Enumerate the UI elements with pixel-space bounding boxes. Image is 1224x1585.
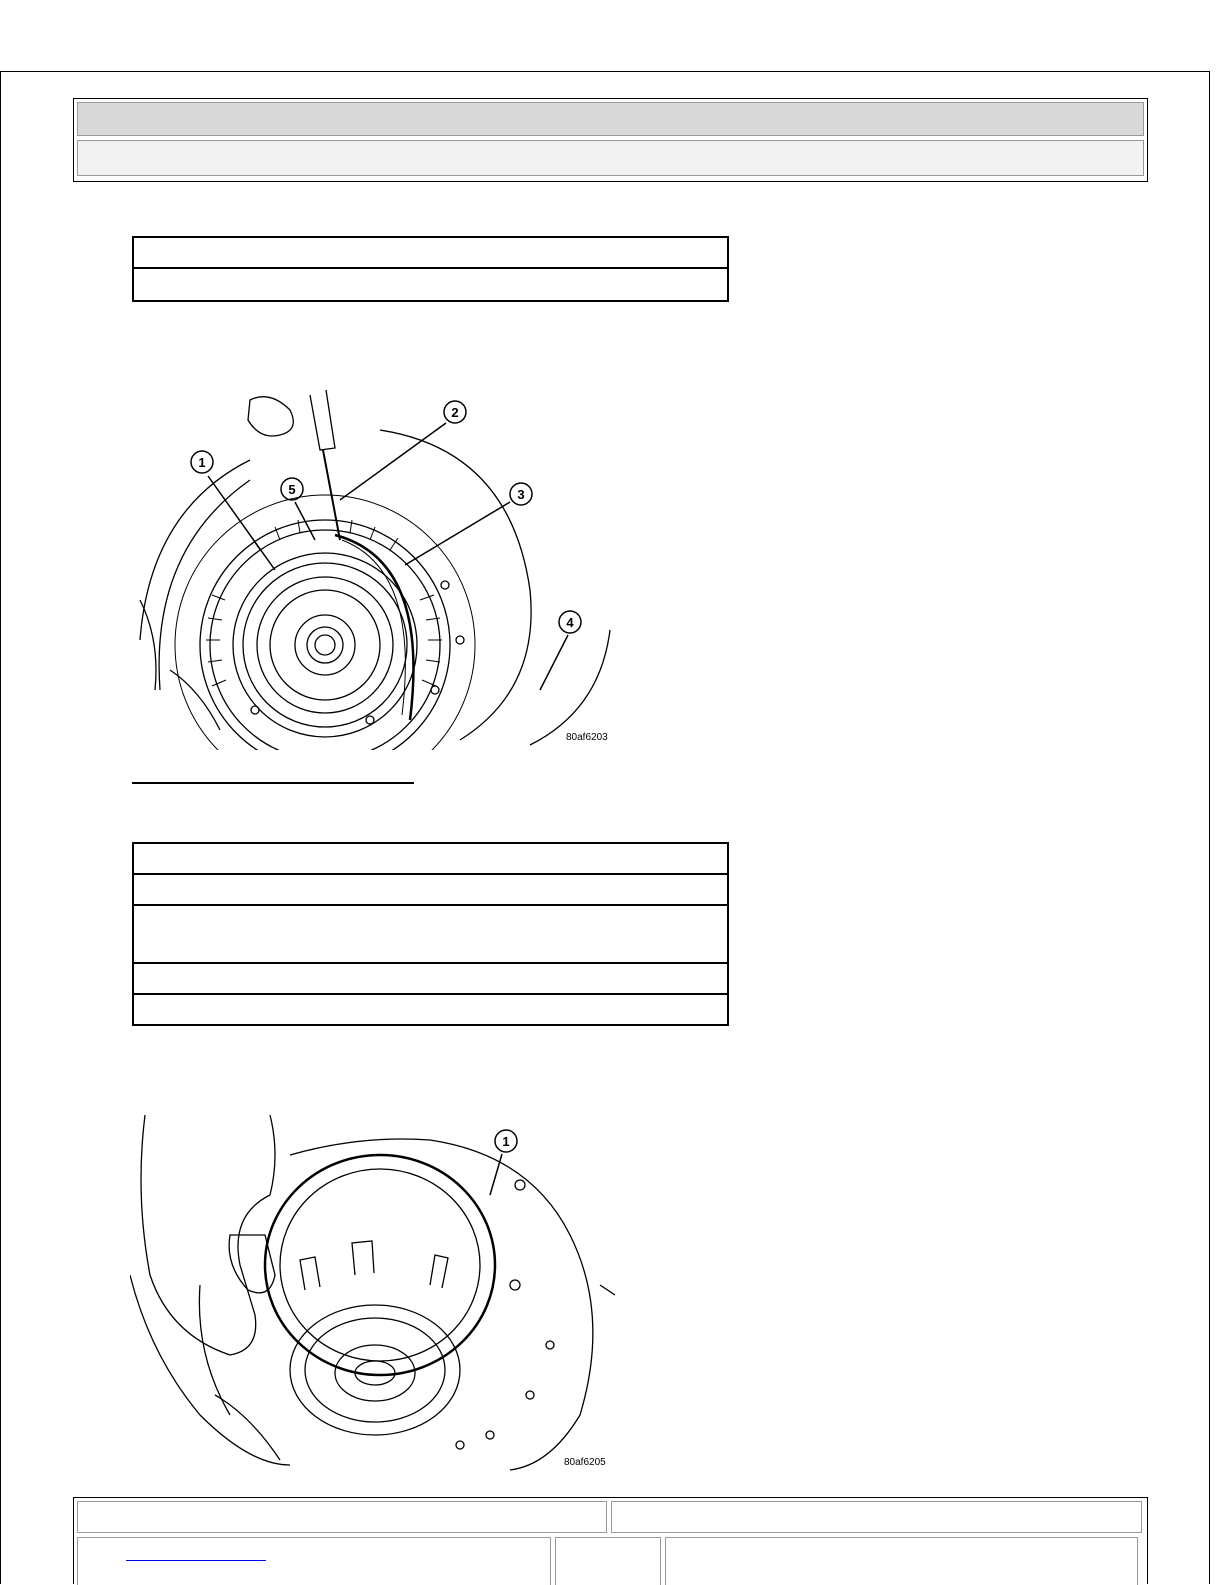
procedure-table-1 [132,236,729,302]
footer-link[interactable] [126,1558,266,1561]
header-subtitle-band [77,140,1144,176]
callout-3: 3 [517,487,525,502]
footer-cell [555,1537,661,1585]
callout-1: 1 [198,455,206,470]
footer-cell [77,1537,551,1585]
callout-2: 2 [451,405,459,420]
table-row [134,906,727,964]
footer-cell [665,1537,1138,1585]
callout-4: 4 [566,615,574,630]
figure-2-illustration [130,1115,620,1475]
table-row [134,269,727,300]
page-header [73,98,1148,182]
callout-1: 1 [502,1134,510,1149]
table-row [134,964,727,995]
table-row [134,238,727,269]
table-row [134,995,727,1026]
figure-1-rule [132,782,414,784]
figure-1-illustration [130,390,620,750]
table-row [134,875,727,906]
procedure-table-2 [132,842,729,1026]
page-footer [73,1497,1148,1584]
figure-code: 80af6203 [566,732,608,743]
header-title-band [77,102,1144,136]
footer-cell [77,1501,607,1533]
footer-cell [611,1501,1142,1533]
figure-code: 80af6205 [564,1457,606,1468]
callout-5: 5 [288,482,296,497]
table-row [134,844,727,875]
